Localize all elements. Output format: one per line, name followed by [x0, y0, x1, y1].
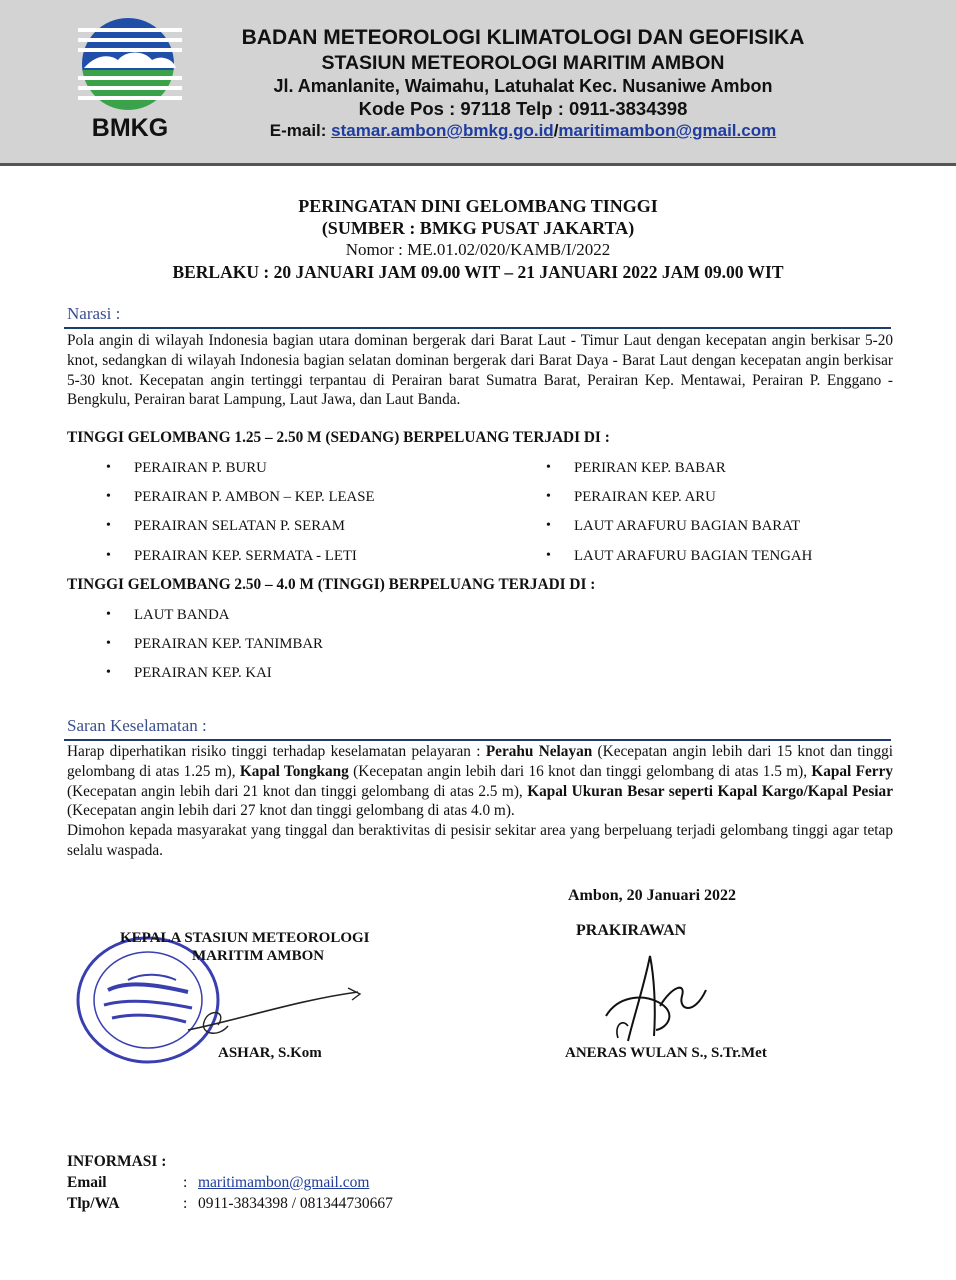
- narasi-label: Narasi :: [67, 304, 121, 323]
- postal-phone: Kode Pos : 97118 Telp : 0911-3834398: [358, 98, 688, 119]
- saran-text: [67, 742, 893, 861]
- head-name: ASHAR, S.Kom: [218, 1045, 322, 1061]
- info-email-link[interactable]: maritimambon@gmail.com: [198, 1174, 370, 1191]
- document-title: PERINGATAN DINI GELOMBANG TINGGI: [298, 196, 658, 216]
- list-item: PERAIRAN P. AMBON – KEP. LEASE: [134, 489, 375, 505]
- forecaster-name: ANERAS WULAN S., S.Tr.Met: [565, 1045, 767, 1061]
- header-email-line: [200, 121, 846, 141]
- info-heading: INFORMASI :: [67, 1153, 167, 1170]
- list-item: PERAIRAN P. BURU: [134, 460, 267, 476]
- email-label: E-mail:: [269, 121, 332, 140]
- email-link-primary[interactable]: stamar.ambon@bmkg.go.id: [331, 121, 554, 140]
- place-date: Ambon, 20 Januari 2022: [568, 887, 737, 904]
- head-title-line1: KEPALA STASIUN METEOROLOGI: [120, 930, 370, 946]
- narasi-divider: [64, 327, 891, 329]
- bullet-icon: •: [106, 518, 111, 533]
- info-phone-label: Tlp/WA: [67, 1195, 120, 1212]
- forecaster-signature: [598, 946, 718, 1046]
- saran-text-4: (Kecepatan angin lebih dari 21 knot dan tinggi gelombang di atas 2.5 m),: [67, 782, 528, 800]
- bmkg-logo: [78, 14, 182, 152]
- email-separator: /: [553, 121, 559, 140]
- bullet-icon: •: [546, 460, 551, 475]
- bullet-icon: •: [546, 489, 551, 504]
- info-phone-value: 0911-3834398 / 081344730667: [198, 1195, 393, 1212]
- forecaster-title: PRAKIRAWAN: [576, 922, 687, 939]
- document-number: Nomor : ME.01.02/020/KAMB/I/2022: [345, 240, 611, 259]
- bullet-icon: •: [546, 518, 551, 533]
- document-source: (SUMBER : BMKG PUSAT JAKARTA): [321, 218, 635, 238]
- vessel-kapal-besar: Kapal Ukuran Besar seperti Kapal Kargo/Kapal Pesiar: [527, 782, 893, 800]
- list-item: PERAIRAN KEP. TANIMBAR: [134, 636, 323, 652]
- list-item: LAUT BANDA: [134, 607, 230, 623]
- header-divider: [0, 163, 956, 166]
- list-item: LAUT ARAFURU BAGIAN TENGAH: [574, 548, 813, 564]
- saran-text-1: Harap diperhatikan risiko tinggi terhadap keselamatan pelayaran :: [67, 743, 486, 760]
- bullet-icon: •: [106, 636, 111, 651]
- saran-text-5: (Kecepatan angin lebih dari 27 knot dan tinggi gelombang di atas 4.0 m).: [67, 802, 515, 820]
- list-item: PERAIRAN KEP. ARU: [574, 489, 716, 505]
- bullet-icon: •: [106, 548, 111, 563]
- letterhead: [0, 0, 956, 163]
- saran-text-2: (Kecepatan angin lebih dari 15 knot dan tinggi gelombang di atas 1.25 m),: [67, 743, 894, 780]
- vessel-kapal-ferry: Kapal Ferry: [811, 762, 894, 780]
- bullet-icon: •: [106, 607, 111, 622]
- info-phone-colon: :: [183, 1195, 188, 1212]
- bullet-icon: •: [106, 665, 111, 680]
- station-name: STASIUN METEOROLOGI MARITIM AMBON: [321, 52, 725, 74]
- logo-text: BMKG: [91, 114, 169, 142]
- bullet-icon: •: [106, 489, 111, 504]
- bullet-icon: •: [106, 460, 111, 475]
- list-item: PERIRAN KEP. BABAR: [574, 460, 726, 476]
- sedang-heading: TINGGI GELOMBANG 1.25 – 2.50 M (SEDANG) BERPELUANG TERJADI DI :: [67, 429, 610, 446]
- head-title-line2: MARITIM AMBON: [192, 948, 325, 964]
- vessel-perahu-nelayan: Perahu Nelayan: [485, 743, 593, 760]
- saran-label: Saran Keselamatan :: [67, 716, 207, 735]
- tinggi-heading: TINGGI GELOMBANG 2.50 – 4.0 M (TINGGI) BERPELUANG TERJADI DI :: [67, 576, 596, 593]
- info-email-label: Email: [67, 1174, 107, 1191]
- saran-text-6: Dimohon kepada masyarakat yang tinggal dan beraktivitas di pesisir sekitar area yang berpeluang terjadi gelombang tinggi agar tetap selalu waspada.: [67, 822, 893, 859]
- saran-text-3: (Kecepatan angin lebih dari 16 knot dan tinggi gelombang di atas 1.5 m),: [348, 762, 812, 780]
- list-item: PERAIRAN SELATAN P. SERAM: [134, 518, 345, 534]
- agency-name: BADAN METEOROLOGI KLIMATOLOGI DAN GEOFISIKA: [241, 26, 805, 49]
- station-address: Jl. Amanlanite, Waimahu, Latuhalat Kec. Nusaniwe Ambon: [273, 76, 773, 96]
- vessel-kapal-tongkang: Kapal Tongkang: [239, 762, 349, 780]
- list-item: PERAIRAN KEP. SERMATA - LETI: [134, 548, 357, 564]
- bullet-icon: •: [546, 548, 551, 563]
- list-item: PERAIRAN KEP. KAI: [134, 665, 272, 681]
- list-item: LAUT ARAFURU BAGIAN BARAT: [574, 518, 801, 534]
- email-link-secondary[interactable]: maritimambon@gmail.com: [558, 121, 777, 140]
- bmkg-logo-emblem: [78, 14, 182, 114]
- saran-divider: [64, 739, 891, 741]
- validity-period: BERLAKU : 20 JANUARI JAM 09.00 WIT – 21 JANUARI 2022 JAM 09.00 WIT: [172, 262, 784, 282]
- info-email-colon: :: [183, 1174, 188, 1191]
- narasi-text: Pola angin di wilayah Indonesia bagian utara dominan bergerak dari Barat Laut - Timur Laut dengan kecepatan angin berkisar 5-20 knot, sedangkan di wilayah Indonesia bagian selatan dominan bergerak dari Barat Daya - Barat Laut dengan kecepatan angin berkisar 5-30 knot. Kecepatan angin tertinggi terpantau di Perairan barat Sumatra Barat, Perairan Kep. Mentawai, Perairan P. Enggano - Bengkulu, Perairan barat Lampung, Laut Jawa, dan Laut Banda.: [67, 332, 893, 409]
